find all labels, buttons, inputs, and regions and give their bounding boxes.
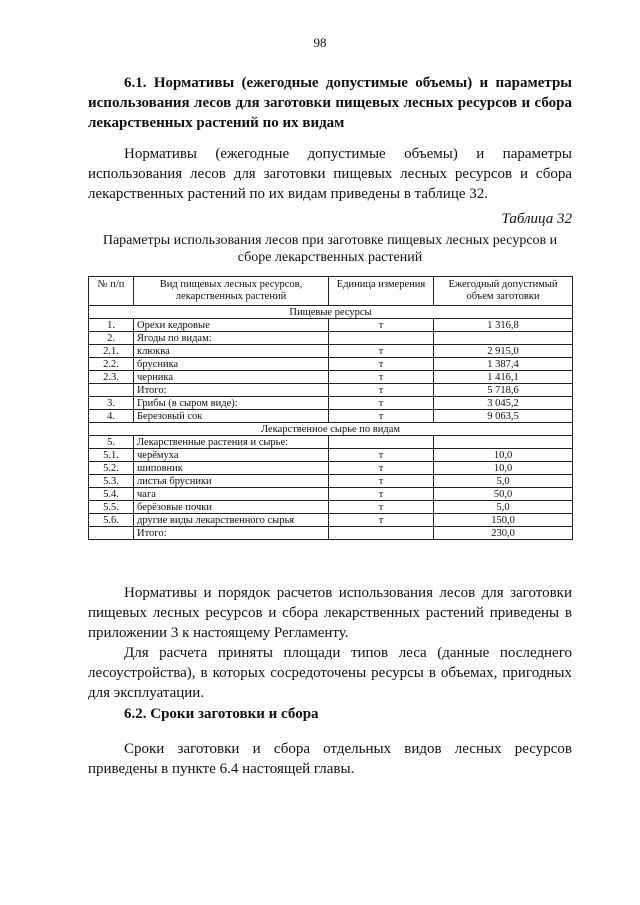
cell-name: клюква [134, 345, 329, 358]
resources-table [88, 276, 573, 540]
cell-value: 150,0 [434, 514, 573, 527]
cell-num: 5.2. [89, 462, 134, 475]
cell-value: 3 045,2 [434, 397, 573, 410]
section-6-1-paragraph: Нормативы (ежегодные допустимые объемы) и параметры использования лесов для заготовки пищевых лесных ресурсов и сбора лекарственных растений по их видам приведены в таблице 32. [88, 146, 572, 202]
cell-num: 5.1. [89, 449, 134, 462]
cell-value: 1 387,4 [434, 358, 573, 371]
cell-num [89, 527, 134, 540]
cell-name: Березовый сок [134, 410, 329, 423]
cell-name: Грибы (в сыром виде): [134, 397, 329, 410]
cell-num: 5. [89, 436, 134, 449]
cell-name: шиповник [134, 462, 329, 475]
table-row [89, 488, 573, 501]
cell-name: брусника [134, 358, 329, 371]
cell-unit: т [329, 410, 434, 423]
cell-value [434, 436, 573, 449]
group-label-food: Пищевые ресурсы [89, 306, 573, 319]
cell-num: 5.5. [89, 501, 134, 514]
paragraph-forest-types: Для расчета приняты площади типов леса (данные последнего лесоустройства), в которых сосредоточены ресурсы в объемах, пригодных для эксплуатации. [88, 645, 572, 701]
cell-unit [329, 436, 434, 449]
paragraph-regulations: Нормативы и порядок расчетов использования лесов для заготовки пищевых лесных ресурсов и сбора лекарственных растений приведены в приложении 3 к настоящему Регламенту. [88, 585, 572, 641]
cell-num: 3. [89, 397, 134, 410]
section-heading-6-2: 6.2. Сроки заготовки и сбора [124, 706, 319, 722]
cell-unit: т [329, 501, 434, 514]
cell-value: 1 416,1 [434, 371, 573, 384]
header-volume: Ежегодный допустимый объем заготовки [434, 277, 573, 306]
section-heading-6-1: 6.1. Нормативы (ежегодные допустимые объемы) и параметры использования лесов для заготовки пищевых лесных ресурсов и сбора лекарственных растений по их видам [88, 75, 572, 131]
cell-unit: т [329, 371, 434, 384]
group-row-medicinal [89, 423, 573, 436]
cell-unit: т [329, 514, 434, 527]
cell-unit: т [329, 397, 434, 410]
table-row [89, 410, 573, 423]
cell-name: Итого: [134, 384, 329, 397]
cell-name: Итого: [134, 527, 329, 540]
cell-unit [329, 527, 434, 540]
cell-value: 230,0 [434, 527, 573, 540]
table-row [89, 436, 573, 449]
section-6-2-paragraph: Сроки заготовки и сбора отдельных видов лесных ресурсов приведены в пункте 6.4 настоящей главы. [88, 741, 572, 777]
cell-name: Орехи кедровые [134, 319, 329, 332]
cell-name: берёзовые почки [134, 501, 329, 514]
table-row [89, 358, 573, 371]
cell-num: 2.3. [89, 371, 134, 384]
cell-num: 4. [89, 410, 134, 423]
cell-name: другие виды лекарственного сырья [134, 514, 329, 527]
cell-value: 1 316,8 [434, 319, 573, 332]
cell-num: 2.1. [89, 345, 134, 358]
table-row [89, 527, 573, 540]
cell-name: Лекарственные растения и сырье: [134, 436, 329, 449]
header-unit: Единица измерения [329, 277, 434, 306]
cell-unit: т [329, 384, 434, 397]
cell-num: 5.4. [89, 488, 134, 501]
table-row [89, 514, 573, 527]
cell-num: 2. [89, 332, 134, 345]
table-title: Параметры использования лесов при заготовке пищевых лесных ресурсов и сборе лекарственных растений [102, 233, 558, 265]
cell-unit: т [329, 449, 434, 462]
header-num: № п/п [89, 277, 134, 306]
table-row [89, 397, 573, 410]
cell-unit: т [329, 319, 434, 332]
table-row [89, 345, 573, 358]
table-row [89, 501, 573, 514]
table-caption: Таблица 32 [501, 211, 572, 227]
cell-num: 5.6. [89, 514, 134, 527]
cell-value: 5 718,6 [434, 384, 573, 397]
cell-name: черёмуха [134, 449, 329, 462]
table-row [89, 332, 573, 345]
group-row-food [89, 306, 573, 319]
table-row [89, 462, 573, 475]
table-row [89, 449, 573, 462]
cell-num: 5.3. [89, 475, 134, 488]
cell-value: 9 063,5 [434, 410, 573, 423]
cell-value: 5,0 [434, 501, 573, 514]
cell-value: 50,0 [434, 488, 573, 501]
cell-name: Ягоды по видам: [134, 332, 329, 345]
header-name: Вид пищевых лесных ресурсов, лекарственных растений [134, 277, 329, 306]
group-label-medicinal: Лекарственное сырье по видам [89, 423, 573, 436]
cell-value [434, 332, 573, 345]
cell-unit: т [329, 345, 434, 358]
table-header-row [89, 277, 573, 306]
cell-unit [329, 332, 434, 345]
cell-unit: т [329, 475, 434, 488]
cell-num [89, 384, 134, 397]
cell-name: чага [134, 488, 329, 501]
cell-name: черника [134, 371, 329, 384]
table-row [89, 371, 573, 384]
page-number: 98 [313, 35, 327, 50]
table-row [89, 384, 573, 397]
table-row [89, 475, 573, 488]
cell-num: 2.2. [89, 358, 134, 371]
cell-unit: т [329, 462, 434, 475]
cell-value: 2 915,0 [434, 345, 573, 358]
cell-unit: т [329, 488, 434, 501]
cell-value: 10,0 [434, 462, 573, 475]
cell-value: 5,0 [434, 475, 573, 488]
cell-value: 10,0 [434, 449, 573, 462]
table-row [89, 319, 573, 332]
cell-unit: т [329, 358, 434, 371]
cell-num: 1. [89, 319, 134, 332]
cell-name: листья брусники [134, 475, 329, 488]
